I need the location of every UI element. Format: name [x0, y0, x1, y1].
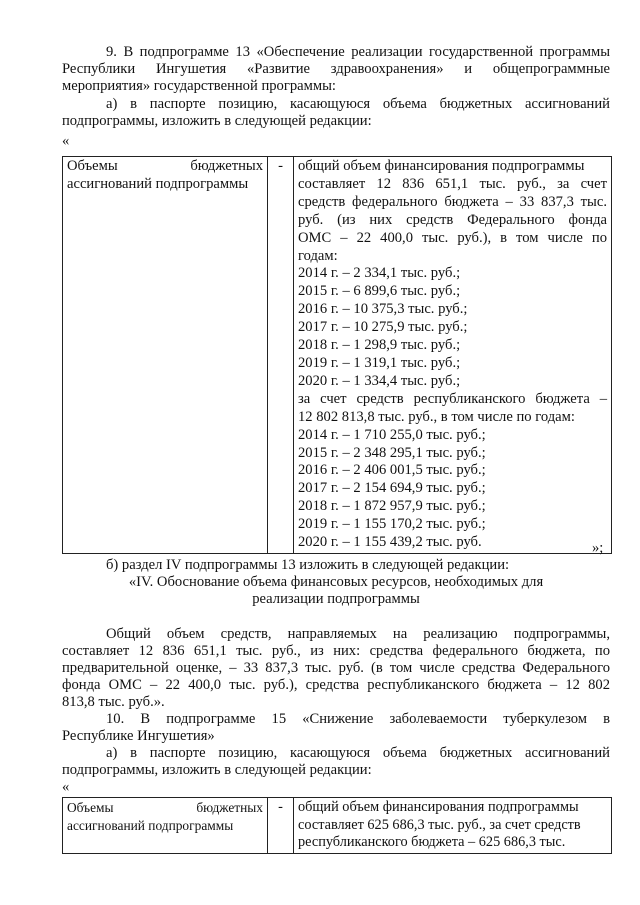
table1-label-cell — [63, 157, 268, 554]
table2-line-3: республиканского бюджета – 625 686,3 тыс. — [298, 834, 566, 850]
table1-republic-2018: 2018 г. – 1 872 957,9 тыс. руб.; — [298, 498, 486, 515]
table1-dash-cell: - — [268, 157, 294, 554]
table1-federal-2020: 2020 г. – 1 334,4 тыс. руб.; — [298, 372, 461, 389]
table1-republic-2016: 2016 г. – 2 406 001,5 тыс. руб.; — [298, 462, 486, 479]
table2-label-cell — [63, 798, 268, 854]
table1-republic-2015: 2015 г. – 2 348 295,1 тыс. руб.; — [298, 444, 486, 461]
section-body-text-1: Общий объем средств, направляемых на реализацию подпрограммы, — [106, 626, 610, 642]
table1-intro-2: составляет 12 836 651,1 тыс. руб., за счет — [298, 175, 607, 192]
table2-line-1: общий объем финансирования подпрограммы — [298, 799, 579, 815]
para9-line-3: мероприятия» государственной программы: — [62, 78, 336, 94]
para9-sub-a-line-1 — [62, 96, 610, 113]
para9-line-2: Республики Ингушетия «Развитие здравоохранения» и общепрограммные — [62, 61, 610, 77]
table1-intro-6: годам: — [298, 247, 338, 264]
section-body-line-5: 813,8 тыс. руб.». — [62, 694, 165, 710]
table2-line-2: составляет 625 686,3 тыс. руб., за счет средств — [298, 816, 581, 833]
section-title-line-2: реализации подпрограммы — [252, 591, 420, 607]
table1-republic-2020: 2020 г. – 1 155 439,2 тыс. руб. — [298, 534, 482, 551]
table1-federal-2019: 2019 г. – 1 319,1 тыс. руб.; — [298, 354, 461, 371]
table1-intro-1: общий объем финансирования подпрограммы — [298, 158, 585, 174]
table1-label-line-2: ассигнований подпрограммы — [67, 175, 249, 192]
para10-line-2: Республике Ингушетия» — [62, 728, 215, 744]
table1-federal-2016: 2016 г. – 10 375,3 тыс. руб.; — [298, 301, 468, 318]
table1-row — [63, 157, 612, 554]
para9-text-1: 9. В подпрограмме 13 «Обеспечение реализации государственной программы — [106, 44, 610, 60]
table1-republic-2019: 2019 г. – 1 155 170,2 тыс. руб.; — [298, 516, 486, 533]
table1-value-cell — [294, 157, 612, 554]
para10-text-1: 10. В подпрограмме 15 «Снижение заболеваемости туберкулезом в — [106, 711, 610, 727]
table2-value-cell — [294, 798, 612, 854]
sub-b — [62, 557, 610, 574]
table1-label-line-1: Объемы бюджетных — [67, 158, 263, 174]
table2-dash-cell: - — [268, 798, 294, 854]
para9-sub-a-text-1: а) в паспорте позицию, касающуюся объема бюджетных ассигнований — [106, 96, 610, 112]
table2-row — [63, 798, 612, 854]
section-title-line-1: «IV. Обоснование объема финансовых ресурсов, необходимых для — [128, 574, 544, 590]
table1-republic-intro-1: за счет средств республиканского бюджета – — [298, 390, 607, 407]
para9-line-1 — [62, 44, 610, 61]
table1-republic-intro-2: 12 802 813,8 тыс. руб., в том числе по годам: — [298, 408, 575, 425]
section-body-line-1 — [62, 626, 610, 643]
table1-federal-2017: 2017 г. – 10 275,9 тыс. руб.; — [298, 319, 468, 336]
table2-label-line-2: ассигнований подпрограммы — [67, 817, 234, 833]
table2-label-line-1: Объемы бюджетных — [67, 800, 263, 815]
financing-table-2 — [62, 797, 612, 854]
open-quote-1: « — [62, 133, 70, 149]
para10-sub-a-line-2: подпрограммы, изложить в следующей редакции: — [62, 762, 372, 778]
para9-sub-a-line-2: подпрограммы, изложить в следующей редакции: — [62, 113, 372, 129]
para10-sub-a-line-1 — [62, 745, 610, 762]
table1-intro-5: ОМС – 22 400,0 тыс. руб.), в том числе по — [298, 229, 607, 246]
table1-republic-2017: 2017 г. – 2 154 694,9 тыс. руб.; — [298, 480, 486, 497]
table1-federal-2015: 2015 г. – 6 899,6 тыс. руб.; — [298, 283, 461, 300]
para10-line-1 — [62, 711, 610, 728]
table1-intro-3: средств федерального бюджета – 33 837,3 тыс. — [298, 193, 607, 210]
section-body-line-4: фонда ОМС – 22 400,0 тыс. руб.), средства республиканского бюджета – 12 802 — [62, 677, 610, 693]
table1-federal-2018: 2018 г. – 1 298,9 тыс. руб.; — [298, 337, 461, 354]
para10-sub-a-text-1: а) в паспорте позицию, касающуюся объема бюджетных ассигнований — [106, 745, 610, 761]
table1-republic-2014: 2014 г. – 1 710 255,0 тыс. руб.; — [298, 426, 486, 443]
sub-b-text: б) раздел IV подпрограммы 13 изложить в следующей редакции: — [106, 557, 510, 573]
table1-intro-4: руб. (из них средств Федерального фонда — [298, 211, 607, 228]
close-quote-1: »; — [592, 540, 604, 556]
section-body-line-3: предварительной оценке, – 33 837,3 тыс. руб. (в том числе средства Федерального — [62, 660, 610, 676]
open-quote-2: « — [62, 779, 70, 795]
financing-table-1 — [62, 156, 612, 554]
section-body-line-2: составляет 12 836 651,1 тыс. руб., из них: средства федерального бюджета, по — [62, 643, 610, 659]
table1-federal-2014: 2014 г. – 2 334,1 тыс. руб.; — [298, 265, 461, 282]
